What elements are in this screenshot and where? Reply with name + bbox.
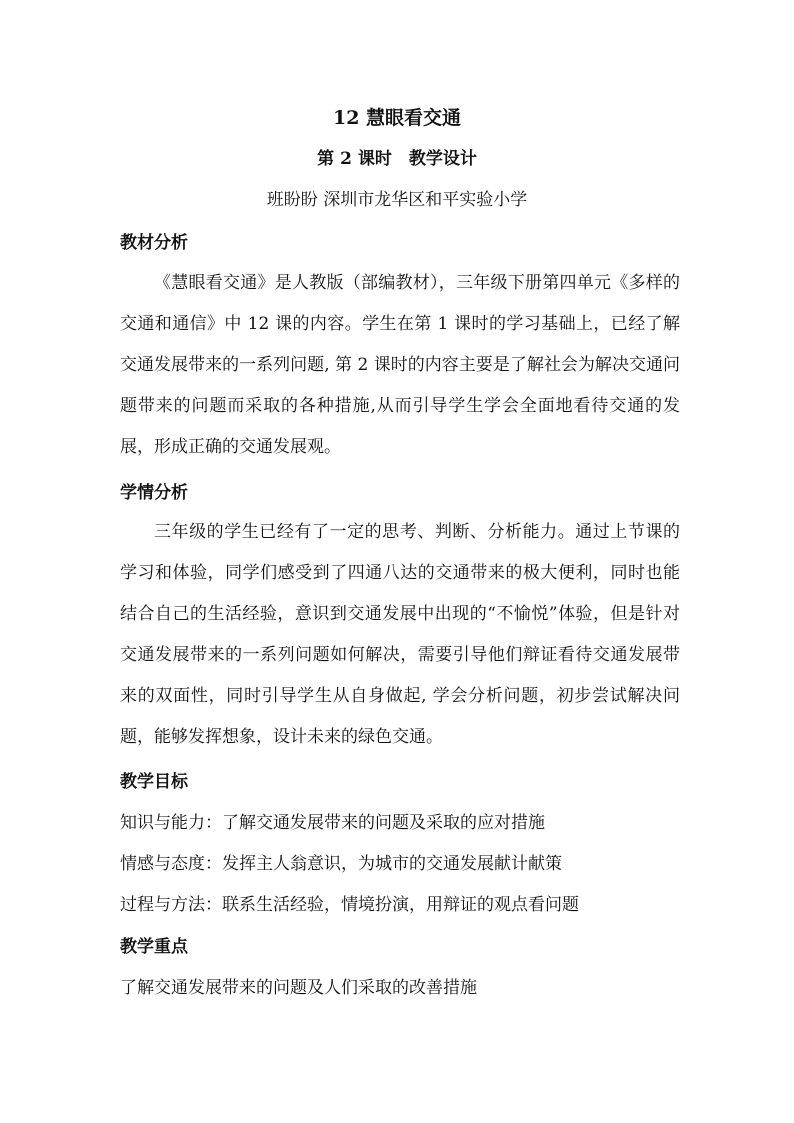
author-line: 班盼盼 深圳市龙华区和平实验小学 [266, 190, 528, 210]
student-analysis-paragraph: 三年级的学生已经有了一定的思考、判断、分析能力。通过上节课的学习和体验，同学们感受到了四通八达的交通带来的极大便利，同时也能结合自己的生活经验，意识到交通发展中出现的“不愉悦”体验，但是针对交通发展带来的一系列问题如何解决，需要引导他们辩证看待交通发展带来的双面性，同时引导学生从自身做起, 学会分析问题，初步尝试解决问题，能够发挥想象，设计未来的绿色交通。 [120, 522, 680, 747]
goal-item-process: 过程与方法：联系生活经验，情境扮演，用辩证的观点看问题 [120, 895, 579, 915]
goal-item-emotion: 情感与态度：发挥主人翁意识，为城市的交通发展献计献策 [120, 854, 562, 874]
section-heading-students: 学情分析 [120, 483, 188, 503]
section-heading-key-points: 教学重点 [120, 937, 188, 957]
material-analysis-paragraph: 《慧眼看交通》是人教版（部编教材），三年级下册第四单元《多样的交通和通信》中 12 课的内容。学生在第 1 课时的学习基础上，已经了解交通发展带来的一系列问题, 第 2 课时的内容主要是了解社会为解决交通问题带来的问题而采取的各种措施,从而引导学生学会全面地看待交通的发展，形成正确的交通发展观。 [120, 273, 680, 457]
section-heading-goals: 教学目标 [120, 772, 188, 792]
document-subtitle: 第 2 课时 教学设计 [317, 149, 477, 169]
section-heading-material: 教材分析 [120, 233, 188, 253]
key-points-text: 了解交通发展带来的问题及人们采取的改善措施 [120, 978, 477, 998]
goal-item-knowledge: 知识与能力：了解交通发展带来的问题及采取的应对措施 [120, 813, 545, 833]
document-title: 12 慧眼看交通 [332, 107, 462, 129]
